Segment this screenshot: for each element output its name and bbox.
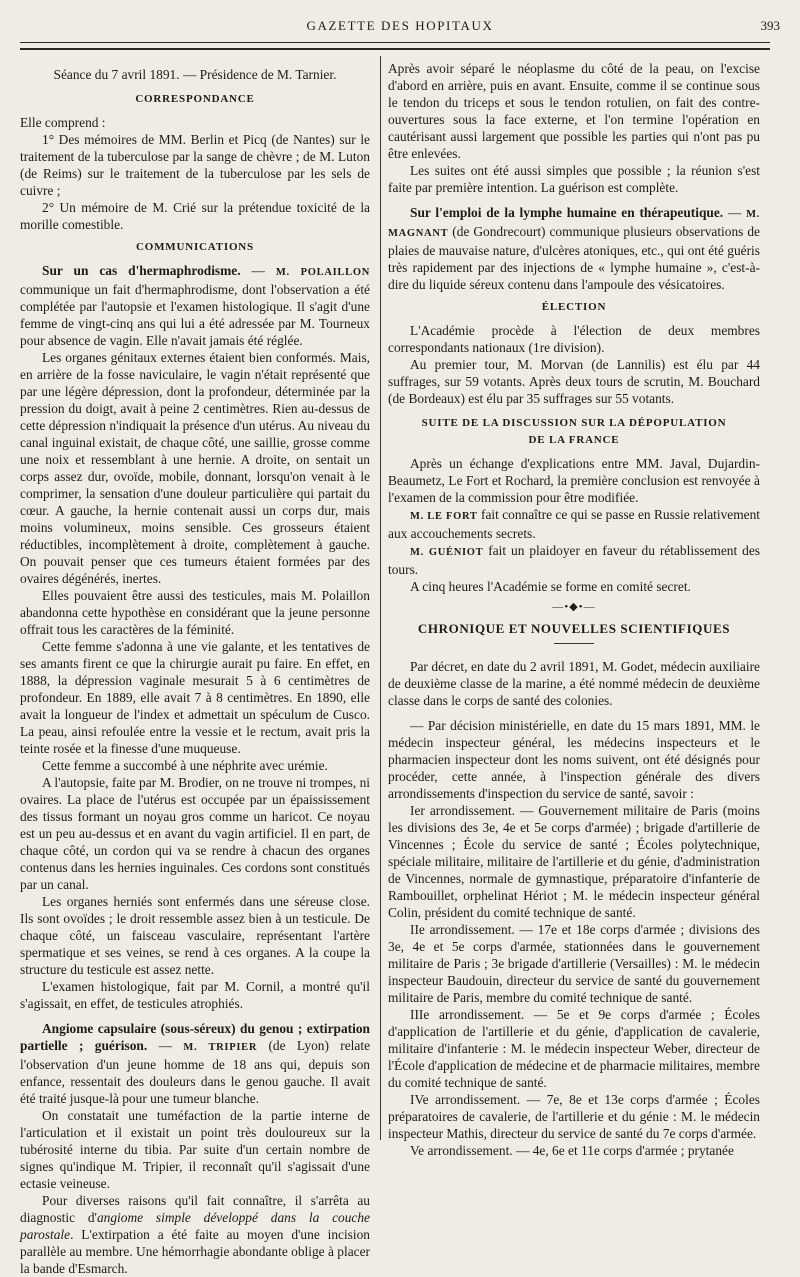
author-name: M. LE FORT [410, 511, 478, 522]
paragraph: Cette femme a succombé à une néphrite avec urémie. [42, 758, 328, 773]
dash: — [147, 1038, 184, 1053]
paragraph-text: fait un plaidoyer en faveur du rétablissement des tours. [388, 543, 760, 577]
spacer [388, 709, 760, 717]
paragraph: Au premier tour, M. Morvan (de Lannilis) est élu par 44 suffrages, sur 59 votants. Après deux tours de scrutin, M. Bouchard (de Bordeaux) est élu par 35 suffrages sur 55 votants. [388, 357, 760, 406]
paragraph-text: (de Lyon) relate l'observation d'un jeune homme de 18 ans qui, depuis son enfance, ressentait des douleurs dans le genou gauche. Il avait été traité jusque-là pour une tumeur blanche. [20, 1038, 371, 1106]
paragraph: L'examen histologique, fait par M. Cornil, a montré qu'il s'agissait, en effet, de testicules atrophiés. [20, 979, 370, 1011]
paragraph: Les suites ont été aussi simples que possible ; la réunion s'est faite par première intention. La guérison est complète. [388, 163, 760, 195]
paragraph: Après avoir séparé le néoplasme du côté de la peau, on l'excise d'abord en arrière, puis en avant. Ensuite, comme il se continue sous le tendon du triceps et sous le tendon rotulien, on fait des contre-ouvertures sous la face externe, et l'on termine l'opération en cautérisant aussi largement que possible les parties qui n'ont pas pu être enlevées. [388, 61, 760, 161]
paragraph: A cinq heures l'Académie se forme en comité secret. [410, 579, 691, 594]
header-rule-thick [20, 48, 770, 50]
page-header [20, 18, 780, 38]
section-heading-communications: COMMUNICATIONS [136, 241, 254, 253]
author-name: M. TRIPIER [183, 1042, 258, 1053]
spacer [388, 196, 760, 204]
paragraph: Ve arrondissement. — 4e, 6e et 11e corps d'armée ; prytanée [410, 1143, 734, 1158]
paragraph-hermaphrodisme-intro [20, 262, 370, 349]
dash: — [723, 205, 747, 220]
paragraph: 2° Un mémoire de M. Crié sur la prétendue toxicité de la morille comestible. [20, 200, 370, 232]
author-name: M. POLAILLON [275, 267, 370, 278]
paragraph: Elle comprend : [20, 115, 106, 130]
paragraph: Les organes herniés sont enfermés dans une séreuse close. Ils sont ovoïdes ; le droit ressemble assez bien à un testicule. De chaque côté, un faisceau vasculaire, représentant l'artère spermatique et ses veines, se rend à ces organes. A la coupe la structure du testicule est assez nette. [20, 894, 370, 977]
paragraph-text: communique un fait d'hermaphrodisme, dont l'observation a été complétée par l'autopsie et l'examen histologique. Il s'agit d'une femme de vingt-cinq ans qui lui a été adressée par M. Tourneux pour absence de vagin. Elle n'avait jamais été réglée. [20, 282, 370, 348]
ornament-divider: —•◆•— [552, 601, 596, 613]
section-heading-correspondance: CORRESPONDANCE [135, 93, 255, 105]
italic-term: angiome simple développé dans la couche parostale [20, 1210, 371, 1242]
title-underline [554, 643, 594, 644]
paragraph-text: (de Gondrecourt) communique plusieurs observations de plaies de mauvaise nature, d'ulcères atoniques, etc., qui ont été guéris très rapidement par des injections de « lymphe humaine », c'est-à-dire du liquide séreux contenu dans l'ampoule des vésicatoires. [388, 224, 760, 292]
paragraph: 1° Des mémoires de MM. Berlin et Picq (de Nantes) sur le traitement de la tuberculose par la sange de chèvre ; de M. Luton (de Reims) sur le traitement de la tuberculose par les sels de cuivre ; [20, 132, 370, 198]
paragraph: IIIe arrondissement. — 5e et 9e corps d'armée ; Écoles d'application de l'artillerie et du génie, d'application de cavalerie, militaire d'infanterie : M. le médecin inspecteur Weber, directeur de l'École d'application de médecine et de pharmacie militaires, membre du comité technique de santé. [388, 1007, 760, 1090]
paragraph-text: Pour diverses raisons qu'il fait connaître, il s'arrêta au diagnostic d' [20, 1193, 370, 1225]
right-column [388, 60, 760, 1159]
paragraph-text: fait connaître ce qui se passe en Russie relativement aux accouchements secrets. [388, 507, 760, 541]
paragraph-lymphe-intro [388, 204, 760, 293]
paragraph: Par décret, en date du 2 avril 1891, M. Godet, médecin auxiliaire de deuxième classe de la marine, a été nommé médecin de deuxième classe dans le corps de santé des colonies. [388, 659, 760, 708]
seance-line: Séance du 7 avril 1891. — Présidence de M. Tarnier. [53, 67, 337, 82]
section-heading-election: ÉLECTION [541, 301, 607, 313]
journal-title: GAZETTE DES HOPITAUX [306, 18, 494, 33]
paragraph-angiome-intro [20, 1020, 370, 1107]
paragraph-gueniot [388, 542, 760, 578]
paragraph: Cette femme s'adonna à une vie galante, et les tentatives de ses amants firent ce que la chirurgie aurait pu faire. En effet, en 1888, la dépression vaginale mesurait 5 à 6 centimètres de profondeur. En 1889, elle avait 7 à 8 centimètres. En 1890, elle avait la longueur de l'index et admettait un spéculum de Cusco. La peau, ainsi refoulée entre la vessie et le rectum, avait pris la teinte rosée et la finesse d'une muqueuse. [20, 639, 370, 756]
article-title: Sur un cas d'hermaphrodisme. [42, 263, 241, 278]
page-number: 393 [760, 18, 780, 33]
paragraph-angiome-diagnostic [20, 1192, 370, 1277]
dash: — [240, 263, 276, 278]
paragraph: — Par décision ministérielle, en date du 15 mars 1891, MM. le médecin inspecteur général, les médecins inspecteurs et le pharmacien inspecteur dont les noms suivent, ont été désignés pour procéder, cette année, à l'inspection générale des divers arrondissements d'inspection du service de santé, savoir : [388, 718, 760, 801]
paragraph: IIe arrondissement. — 17e et 18e corps d'armée ; divisions des 3e, 4e et 5e corps d'armée, stationnées dans le gouvernement militaire de Paris ; 3e brigade d'artillerie (Versailles) : M. le médecin inspecteur Baudouin, directeur du service de santé du gouvernement militaire de Paris, membre du comité technique de santé. [388, 922, 760, 1005]
author-name: M. GUÉNIOT [410, 547, 484, 558]
article-title: Angiome capsulaire (sous-séreux) du genou ; extirpation partielle ; guérison. [20, 1021, 370, 1053]
paragraph: L'Académie procède à l'élection de deux membres correspondants nationaux (1re division). [388, 323, 760, 355]
column-divider [380, 56, 381, 1140]
author-name: M. MAGNANT [388, 209, 760, 239]
paragraph: Les organes génitaux externes étaient bien conformés. Mais, en arrière de la fosse naviculaire, le vagin n'était représenté que par une légère dépression, dont la profondeur, déterminée par la pression du doigt, avait à peine 2 centimètres. Rien au-dessus de cette dépression n'indiquait la présence d'un utérus. Au niveau du canal inguinal existait, de chaque côté, une saillie, grosse comme une noix et ressemblant à une hernie. A droite, on sentait un corps assez dur, ovoïde, mobile, donnant, lorsqu'on venait à le comprimer, la sensation d'une douleur particulière qui partait du cœur. A gauche, la hernie contenait aussi un corps dur, mais moins volumineux, moins sensible. Ces grosseurs étaient réductibles, incomplètement à droite, complètement à gauche. On pouvait penser que ces tumeurs étaient formées par des ovaires dégénérés, inertes. [20, 350, 370, 586]
article-title: Sur l'emploi de la lymphe humaine en thérapeutique. [410, 205, 724, 220]
spacer [20, 1012, 370, 1020]
paragraph: On constatait une tuméfaction de la partie interne de l'articulation et il existait un point très douloureux sur la tubérosité interne du tibia. Par suite d'un certain nombre de signes qu'indique M. Tripier, il reconnaît qu'il s'agissait d'une ectasie veineuse. [20, 1108, 370, 1191]
section-heading-depopulation-line2: DE LA FRANCE [528, 434, 620, 446]
chronique-title: CHRONIQUE ET NOUVELLES SCIENTIFIQUES [417, 621, 731, 636]
paragraph: Elles pouvaient être aussi des testicules, mais M. Polaillon abandonna cette hypothèse en considérant que la jeune personne offrait tous les caractères de la féminité. [20, 588, 370, 637]
paragraph: Ier arrondissement. — Gouvernement militaire de Paris (moins les divisions des 3e, 4e et 5e corps d'armée) ; brigade d'artillerie de Vincennes ; École du service de santé ; Écoles polytechnique, spéciale militaire, militaire de l'artillerie et du génie, d'administration de Vincennes, normale de gymnastique, préparatoire d'infanterie de Rambouillet, orphelinat Hériot ; M. le médecin inspecteur général Colin, président du comité technique de santé. [388, 803, 760, 920]
paragraph: Après un échange d'explications entre MM. Javal, Dujardin-Beaumetz, Le Fort et Rochard, la première conclusion est renvoyée à l'examen de la commission pour être modifiée. [388, 456, 760, 505]
header-rule-thin [20, 42, 770, 43]
paragraph-le-fort [388, 506, 760, 542]
paragraph-text: . L'extirpation a été faite au moyen d'une incision parallèle au membre. Une hémorrhagie abondante oblige à placer la bande d'Esmarch. [20, 1227, 370, 1276]
section-heading-depopulation-line1: SUITE DE LA DISCUSSION SUR LA DÉPOPULATION [421, 417, 727, 429]
paragraph: IVe arrondissement. — 7e, 8e et 13e corps d'armée ; Écoles préparatoires de cavalerie, de l'artillerie et du génie : M. le médecin inspecteur Mathis, directeur du service de santé du 7e corps d'armée. [388, 1092, 760, 1141]
left-column [20, 60, 370, 1277]
paragraph: A l'autopsie, faite par M. Brodier, on ne trouve ni trompes, ni ovaires. La place de l'utérus est occupée par un épaississement des tissus formant un noyau gros comme un haricot. Ce noyau est un peu au-dessus et en avant du vagin artificiel. Il en part, de chaque côté, un cordon qui va se rendre à chacun des organes contenus dans les hernies inguinales. Ces cordons sont constitués par un canal. [20, 775, 370, 892]
